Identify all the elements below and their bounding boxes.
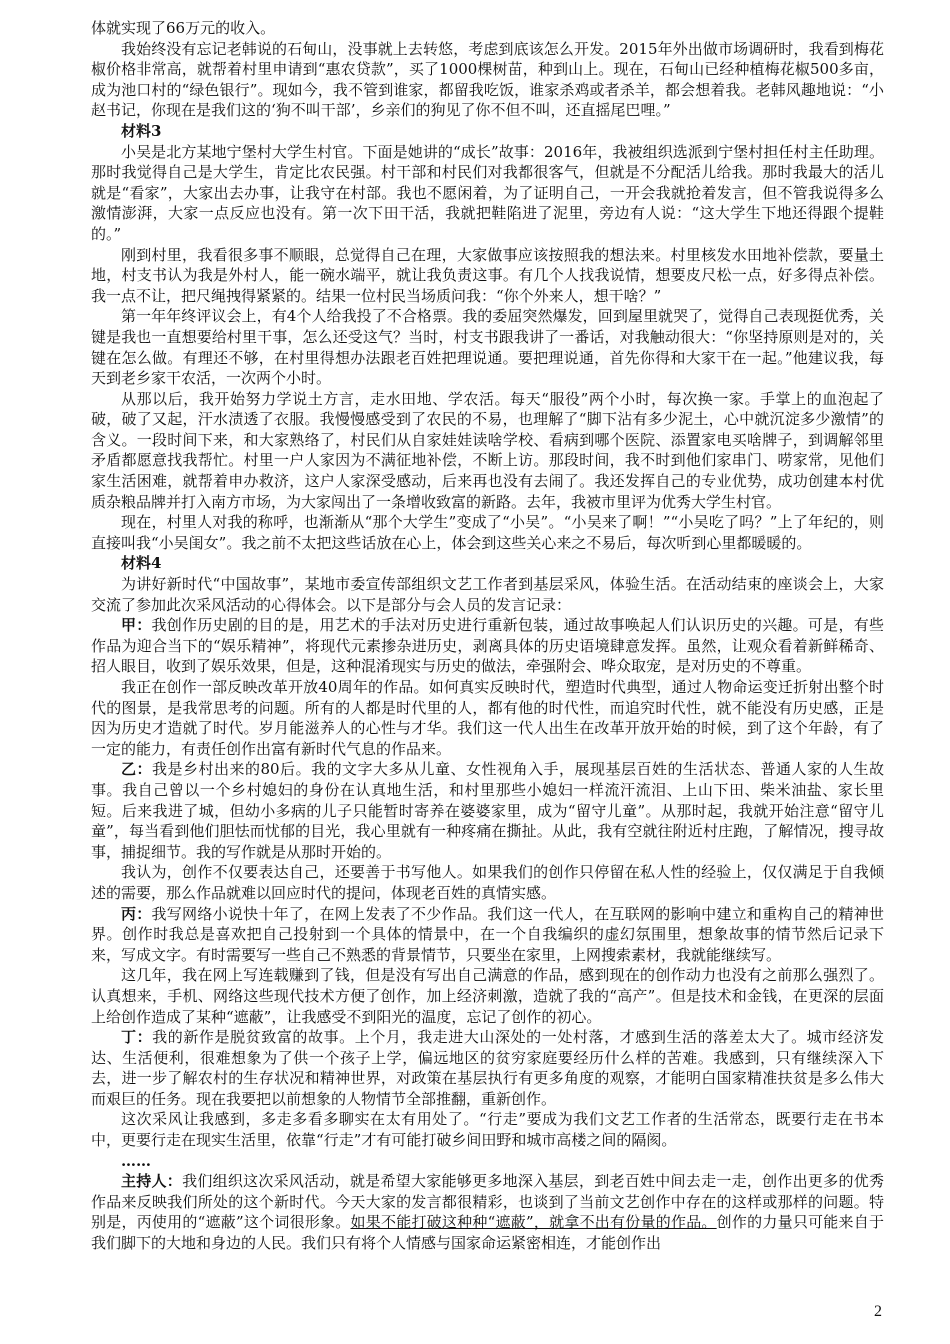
paragraph: 现在，村里人对我的称呼，也渐渐从“那个大学生”变成了“小吴”。“小吴来了啊！”“小吴吃了吗？”上了年纪的，则直接叫我“小吴闺女”。我之前不太把这些话放在心上，体会到这些关心来之不易后，每次听到心里都暖暖的。	[91, 513, 884, 552]
speaker-label: 乙：	[121, 760, 152, 779]
speaker-label: 甲：	[121, 616, 152, 635]
host-paragraph	[91, 1171, 884, 1253]
speech-paragraph-jia	[91, 615, 884, 677]
speech-paragraph-bing	[91, 904, 884, 966]
speech-text: 我创作历史剧的目的是，用艺术的手法对历史进行重新包装，通过故事唤起人们认识历史的兴趣。可是，有些作品为迎合当下的“娱乐精神”，将现代元素掺杂进历史，剥离具体的历史语境肆意发挥。虽然，让观众看着新鲜稀奇、招人眼目，收到了娱乐效果，但是，这种混淆现实与历史的做法，牵强附会、哗众取宠，是对历史的不尊重。	[91, 616, 884, 676]
paragraph: 我正在创作一部反映改革开放40周年的作品。如何真实反映时代，塑造时代典型，通过人物命运变迁折射出整个时代的图景，是我常思考的问题。所有的人都是时代里的人，都有他的时代性，而追究时代性，就不能没有历史感，正是因为历史才造就了时代。岁月能滋养人的心性与才华。我们这一代人出生在改革开放开始的时候，到了这个年龄，有了一定的能力，有责任创作出富有新时代气息的作品来。	[91, 678, 884, 758]
page-number: 2	[874, 1303, 882, 1320]
speech-text: 我写网络小说快十年了，在网上发表了不少作品。我们这一代人，在互联网的影响中建立和重构自己的精神世界。创作时我总是喜欢把自己投射到一个具体的情景中，在一个自我编织的虚幻氛围里，想象故事的情节然后记录下来，写成文字。有时需要写一些自己不熟悉的背景情节，只要坐在家里，上网搜索素材，我就能继续写。	[91, 904, 884, 964]
document-page	[91, 18, 884, 1254]
ellipsis: ……	[121, 1151, 151, 1170]
paragraph: 第一年年终评议会上，有4个人给我投了不合格票。我的委屈突然爆发，回到屋里就哭了，觉得自己表现挺优秀，关键是我也一直想要给村里干事，怎么还受这气？当时，村支书跟我讲了一番话，对我触动很大：“你坚持原则是对的，关键在怎么做。有理还不够，在村里得想办法跟老百姓把理说通。要把理说通，首先你得和大家干在一起。”他建议我，每天到老乡家干农活，一次两个小时。	[91, 307, 884, 388]
speaker-label: 丙：	[121, 904, 152, 923]
underlined-sentence: 如果不能打破这种种“遮蔽”，就拿不出有份量的作品。	[350, 1213, 717, 1232]
speech-text: 我的新作是脱贫致富的故事。上个月，我走进大山深处的一处村落，才感到生活的落差太大了。城市经济发达、生活便利，很难想象为了供一个孩子上学，偏远地区的贫穷家庭要经历什么样的苦难。我感到，只有继续深入下去，进一步了解农村的生存状况和精神世界，对政策在基层执行有更多角度的观察，才能明白国家精准扶贫是多么伟大而艰巨的任务。现在我要把以前想象的人物情节全部推翻，重新创作。	[91, 1028, 884, 1108]
paragraph: 我始终没有忘记老韩说的石甸山，没事就上去转悠，考虑到底该怎么开发。2015年外出做市场调研时，我看到梅花椒价格非常高，就帮着村里申请到“惠农贷款”，买了1000棵树苗，种到山上。现在，石甸山已经种植梅花椒500多亩，成为池口村的“绿色银行”。现如今，我不管到谁家，都留我吃饭，谁家杀鸡或者杀羊，都会想着我。老韩风趣地说：“小赵书记，你现在是我们这的‘狗不叫干部’，乡亲们的狗见了你不但不叫，还直摇尾巴哩。”	[91, 39, 884, 120]
paragraph: 为讲好新时代“中国故事”，某地市委宣传部组织文艺工作者到基层采风，体验生活。在活动结束的座谈会上，大家交流了参加此次采风活动的心得体会。以下是部分与会人员的发言记录：	[91, 575, 884, 614]
speaker-label: 主持人：	[121, 1172, 183, 1191]
paragraph: 小吴是北方某地宁堡村大学生村官。下面是她讲的“成长”故事：2016年，我被组织选派到宁堡村担任村主任助理。那时我觉得自己是大学生，肯定比农民强。村干部和村民们对我都很客气，但就是不分配活儿给我。那时我最大的活儿就是“看家”，大家出去办事，让我守在村部。我也不愿闲着，为了证明自己，一开会我就抢着发言，但不管我说得多么激情澎湃，大家一点反应也没有。第一次下田干活，我就把鞋陷进了泥里，旁边有人说：“这大学生下地还得跟个提鞋的。”	[91, 142, 884, 243]
host-text: 我们组织这次采风活动，就是希望大家能够更多地深入基层，到老百姓中间去走一走，创作出更多的优秀作品来反映我们所处的这个新时代。今天大家的发言都很精彩，也谈到了当前文艺创作中存在的这样或那样的问题。特别是，丙使用的“遮蔽”这个词很形象。	[91, 1172, 884, 1232]
paragraph-continuation: 体就实现了66万元的收入。	[91, 19, 276, 37]
speech-paragraph-yi	[91, 759, 884, 862]
host-text-end: 创作的力量只可能来自于我们脚下的大地和身边的人民。我们只有将个人情感与国家命运紧密相连，才能创作出	[91, 1213, 884, 1253]
paragraph: 从那以后，我开始努力学说土方言，走水田地、学农活。每天“服役”两个小时，每次换一家。手掌上的血泡起了破，破了又起，汗水渍透了衣服。我慢慢感受到了农民的不易，也理解了“脚下沾有多少泥土，心中就沉淀多少激情”的含义。一段时间下来，和大家熟络了，村民们从自家娃娃读啥学校、看病到哪个医院、添置家电买啥牌子，到调解邻里矛盾都愿意找我帮忙。村里一户人家因为不满征地补偿，不断上访。那段时间，我不时到他们家串门、唠家常，见他们家生活困难，就帮着申办救济，这户人家深受感动，后来再也没有去闹了。我还发挥自己的专业优势，成功创建本村优质杂粮品牌并打入南方市场，为大家闯出了一条增收致富的新路。去年，我被市里评为优秀大学生村官。	[91, 389, 884, 511]
paragraph: 刚到村里，我看很多事不顺眼，总觉得自己在理，大家做事应该按照我的想法来。村里核发水田地补偿款，要量土地，村支书认为我是外村人，能一碗水端平，就让我负责这事。有几个人找我说情，想要皮尺松一点，好多得点补偿。我一点不让，把尺绳拽得紧紧的。结果一位村民当场质问我：“你个外来人，想干啥？”	[91, 245, 884, 305]
section-heading-material-4: 材料4	[121, 554, 162, 573]
speech-text: 我是乡村出来的80后。我的文字大多从儿童、女性视角入手，展现基层百姓的生活状态、普通人家的人生故事。我自己曾以一个乡村媳妇的身份在认真地生活，和村里那些小媳妇一样流汗流泪、上山下田、柴米油盐、家长里短。后来我进了城，但幼小多病的儿子只能暂时寄养在婆婆家里，成为“留守儿童”。从那时起，我就开始注意“留守儿童”，每当看到他们胆怯而忧郁的目光，我心里就有一种疼痛在撕扯。从此，我有空就往附近村庄跑，了解情况，搜寻故事，捕捉细节。我的写作就是从那时开始的。	[91, 760, 884, 861]
paragraph: 这次采风让我感到，多走多看多聊实在太有用处了。“行走”要成为我们文艺工作者的生活常态，既要行走在书本中，更要行走在现实生活里，依靠“行走”才有可能打破乡间田野和城市高楼之间的隔阂。	[91, 1110, 884, 1150]
speaker-label: 丁：	[121, 1028, 153, 1047]
paragraph: 我认为，创作不仅要表达自己，还要善于书写他人。如果我们的创作只停留在私人性的经验上，仅仅满足于自我倾述的需要，那么作品就难以回应时代的提问，体现老百姓的真情实感。	[91, 863, 884, 902]
section-heading-material-3: 材料3	[121, 121, 162, 140]
paragraph: 这几年，我在网上写连载赚到了钱，但是没有写出自己满意的作品，感到现在的创作动力也没有之前那么强烈了。认真想来，手机、网络这些现代技术方便了创作，加上经济刺激，造就了我的“高产”。但是技术和金钱，在更深的层面上给创作造成了某种“遮蔽”，让我感受不到阳光的温度，忘记了创作的初心。	[91, 966, 884, 1026]
speech-paragraph-ding	[91, 1027, 884, 1109]
